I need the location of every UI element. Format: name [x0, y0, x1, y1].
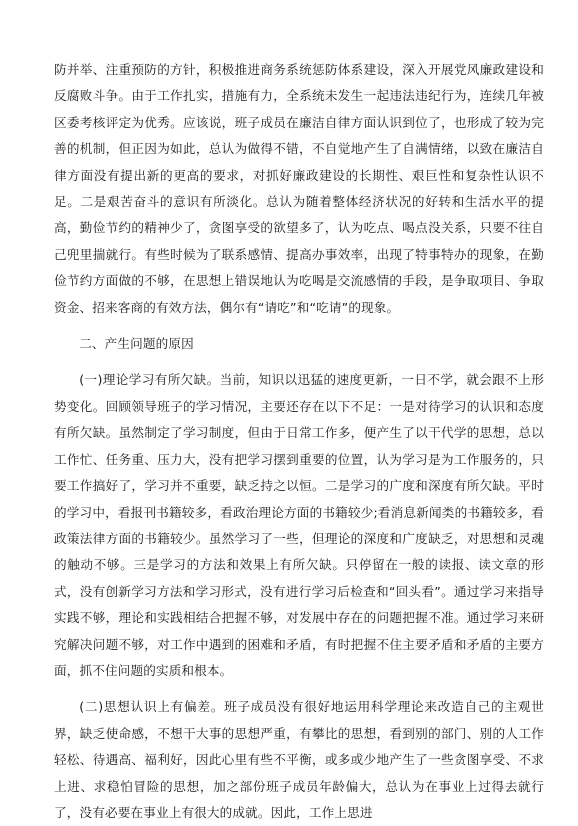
paragraph-discipline-issues: 防并举、注重预防的方针，积极推进商务系统惩防体系建设，深入开展党风廉政建设和反腐败斗争。由于工作扎实，措施有力，全系统未发生一起违法违纪行为，连续几年被区委考核评定为优秀。应该说，班子成员在廉洁自律方面认识到位了，也形成了较为完善的机制，但正因为如此，总认为做得不错，不自觉地产生了自满情绪，以致在廉洁自律方面没有提出新的更高的要求，对抓好廉政建设的长期性、艰巨性和复杂性认识不足。二是艰苦奋斗的意识有所淡化。总认为随着整体经济状况的好转和生活水平的提高，勤俭节约的精神少了，贪图享受的欲望多了，认为吃点、喝点没关系，只要不往自己兜里揣就行。有些时候为了联系感情、提高办事效率，出现了特事特办的现象，在勤俭节约方面做的不够，在思想上错误地认为吃喝是交流感情的手段，是争取项目、争取资金、招来客商的有效方法，偶尔有“请吃”和“吃请”的现象。 — [54, 62, 544, 315]
paragraph-theory-study: (一)理论学习有所欠缺。当前，知识以迅猛的速度更新，一日不学，就会跟不上形势变化。回顾领导班子的学习情况，主要还存在以下不足：一是对待学习的认识和态度有所欠缺。虽然制定了学习制度，但由于日常工作多，便产生了以干代学的思想，总以工作忙、任务重、压力大，没有把学习摆到重要的位置，认为学习是为工作服务的，只要工作搞好了，学习并不重要，缺乏持之以恒。二是学习的广度和深度有所欠缺。平时的学习中，看报刊书籍较多，看政治理论方面的书籍较少;看消息新闻类的书籍较多，看政策法律方面的书籍较少。虽然学习了一些，但理论的深度和广度缺乏，对思想和灵魂的触动不够。三是学习的方法和效果上有所欠缺。只停留在一般的读报、读文章的形式，没有创新学习方法和学习形式，没有进行学习后检查和“回头看”。通过学习来指导实践不够，理论和实践相结合把握不够，对发展中存在的问题把握不准。通过学习来研究解决问题不够，对工作中遇到的困难和矛盾，有时把握不住主要矛盾和矛盾的主要方面，抓不住问题的实质和根本。 — [54, 372, 544, 678]
section-heading-causes: 二、产生问题的原因 — [79, 336, 194, 352]
paragraph-ideological-deviation: (二)思想认识上有偏差。班子成员没有很好地运用科学理论来改造自己的主观世界，缺乏使命感，不想干大事的思想严重，有攀比的思想，看到别的部门、别的人工作轻松、待遇高、福利好，因此心里有些不平衡，或多或少地产生了一些贪图享受、不求上进、求稳怕冒险的思想，加之部份班子成员年龄偏大，总认为在事业上过得去就行了，没有必要在事业上有很大的成就。因此，工作上思进 — [54, 699, 544, 820]
